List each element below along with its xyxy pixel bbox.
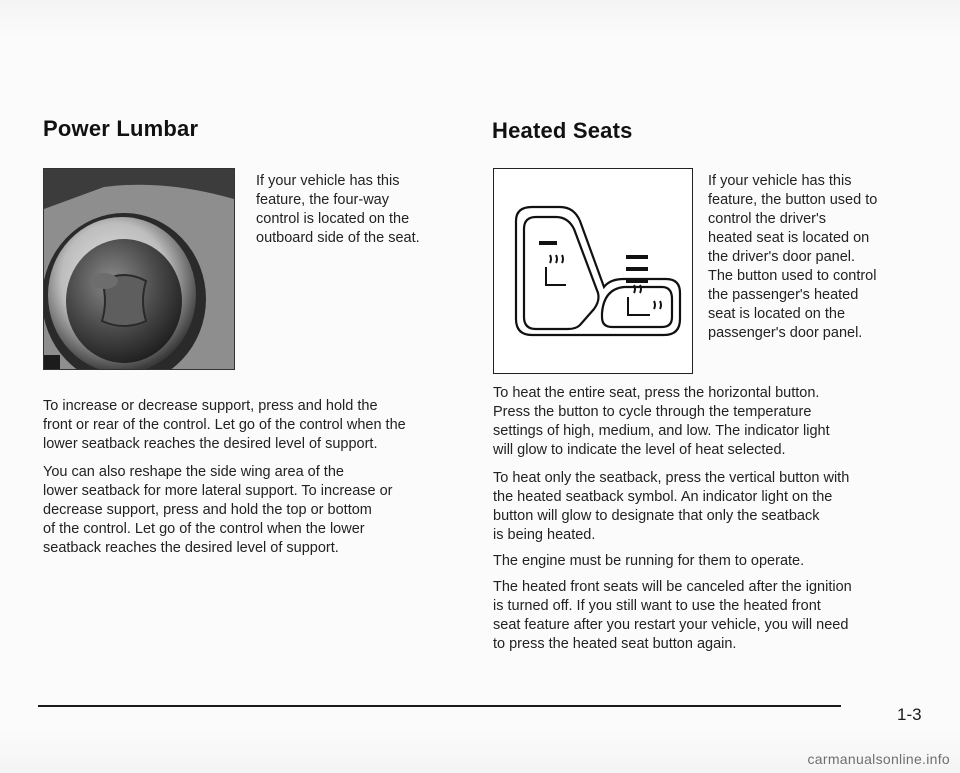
power-lumbar-heading: Power Lumbar — [43, 116, 199, 141]
heated-seats-paragraph: To heat only the seatback, press the vertical button with the heated seatback symbol. An indicator light on the button will glow to designate that only the seatback is being heated. — [493, 470, 850, 543]
page-number: 1-3 — [897, 705, 922, 724]
lumbar-control-photo — [43, 168, 235, 370]
watermark-text: carmanualsonline.info — [807, 751, 950, 767]
heated-seat-buttons-icon — [494, 169, 692, 373]
heated-seats-paragraph: To heat the entire seat, press the horizontal button. Press the button to cycle through the temperature settings of high, medium, and low. The indicator light will glow to indicate the level of heat selected. — [493, 385, 830, 458]
power-lumbar-paragraph: To increase or decrease support, press and hold the front or rear of the control. Let go of the control when the lower seatback reaches the desired level of support. — [43, 398, 406, 452]
heated-seats-heading: Heated Seats — [492, 118, 633, 143]
heated-seats-paragraph: The engine must be running for them to operate. — [493, 553, 805, 569]
footer-rule — [38, 705, 841, 707]
heated-seats-caption: If your vehicle has this feature, the button used to control the driver's heated seat is located on the driver's door panel. The button used to control the passenger's heated seat is located on the passenger's door panel. — [708, 173, 878, 341]
lumbar-control-knob-icon — [44, 169, 234, 369]
power-lumbar-paragraph: You can also reshape the side wing area of the lower seatback for more lateral support. To increase or decrease support, press and hold the top or bottom of the control. Let go of the control when the lower seatback reaches the desired level of support. — [43, 464, 393, 556]
heated-seats-paragraph: The heated front seats will be canceled after the ignition is turned off. If you still want to use the heated front seat feature after you restart your vehicle, you will need to press the heated seat button again. — [493, 579, 852, 652]
heated-seat-buttons-diagram — [493, 168, 693, 374]
power-lumbar-caption: If your vehicle has this feature, the four-way control is located on the outboard side of the seat. — [256, 173, 420, 246]
